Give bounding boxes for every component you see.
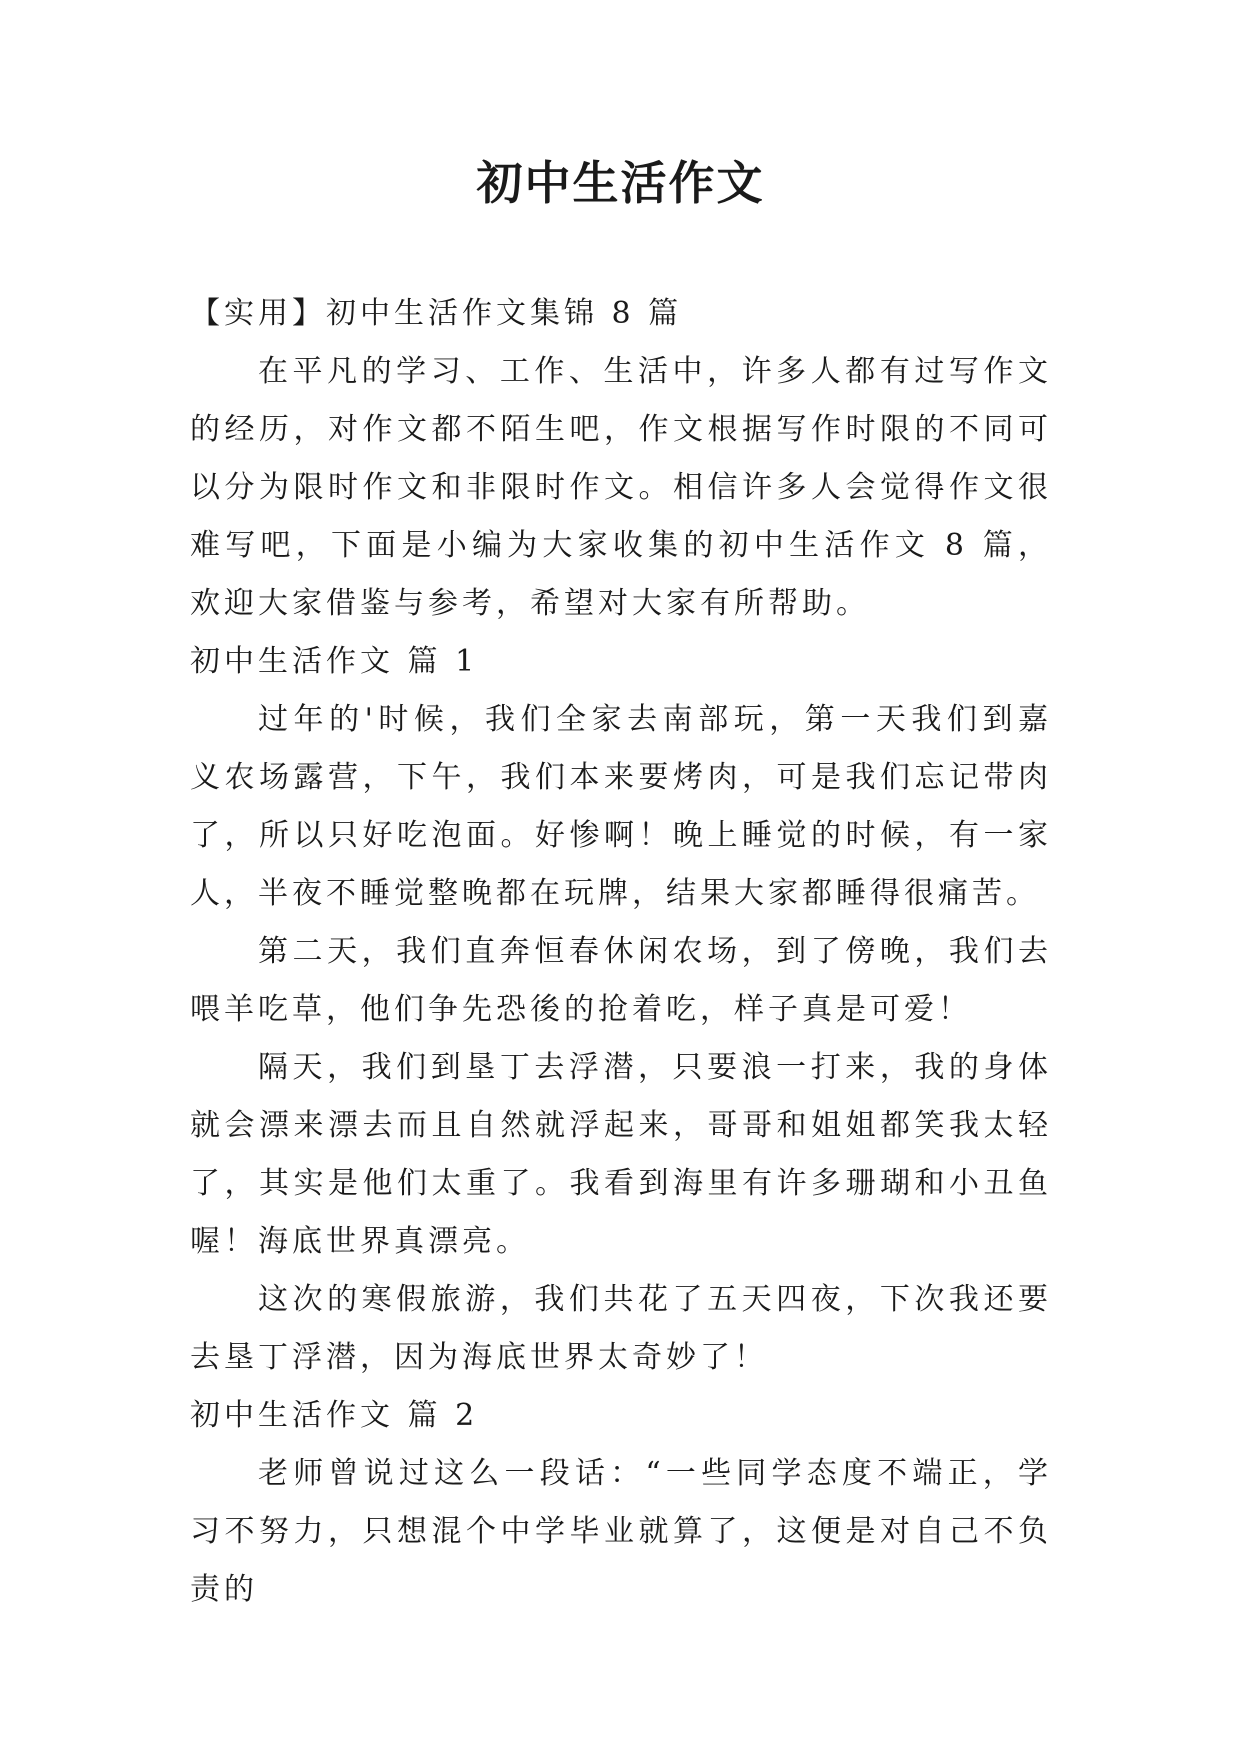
document-body — [190, 285, 1052, 1619]
section-1-paragraph-3: 隔天，我们到垦丁去浮潜，只要浪一打来，我的身体就会漂来漂去而且自然就浮起来，哥哥和姐姐都笑我太轻了，其实是他们太重了。我看到海里有许多珊瑚和小丑鱼喔！海底世界真漂亮。 — [190, 1050, 1052, 1259]
document-title: 初中生活作文 — [476, 156, 765, 210]
section-1-paragraph-2: 第二天，我们直奔恒春休闲农场，到了傍晚，我们去喂羊吃草，他们争先恐後的抢着吃，样子真是可爱！ — [190, 934, 1052, 1027]
section-1-paragraph-4: 这次的寒假旅游，我们共花了五天四夜，下次我还要去垦丁浮潜，因为海底世界太奇妙了！ — [190, 1282, 1052, 1375]
section-1-paragraph-1: 过年的'时候，我们全家去南部玩，第一天我们到嘉义农场露营，下午，我们本来要烤肉，可是我们忘记带肉了，所以只好吃泡面。好惨啊！晚上睡觉的时候，有一家人，半夜不睡觉整晚都在玩牌，结果大家都睡得很痛苦。 — [190, 702, 1052, 911]
section-heading-1: 初中生活作文 篇 1 — [190, 644, 479, 679]
section-2-paragraph-1: 老师曾说过这么一段话：“一些同学态度不端正，学习不努力，只想混个中学毕业就算了，这便是对自己不负责的 — [190, 1456, 1052, 1607]
intro-paragraph: 在平凡的学习、工作、生活中，许多人都有过写作文的经历，对作文都不陌生吧，作文根据写作时限的不同可以分为限时作文和非限时作文。相信许多人会觉得作文很难写吧，下面是小编为大家收集的初中生活作文 8 篇，欢迎大家借鉴与参考，希望对大家有所帮助。 — [190, 354, 1052, 621]
section-heading-2: 初中生活作文 篇 2 — [190, 1398, 479, 1433]
document-subtitle: 【实用】初中生活作文集锦 8 篇 — [190, 296, 683, 331]
